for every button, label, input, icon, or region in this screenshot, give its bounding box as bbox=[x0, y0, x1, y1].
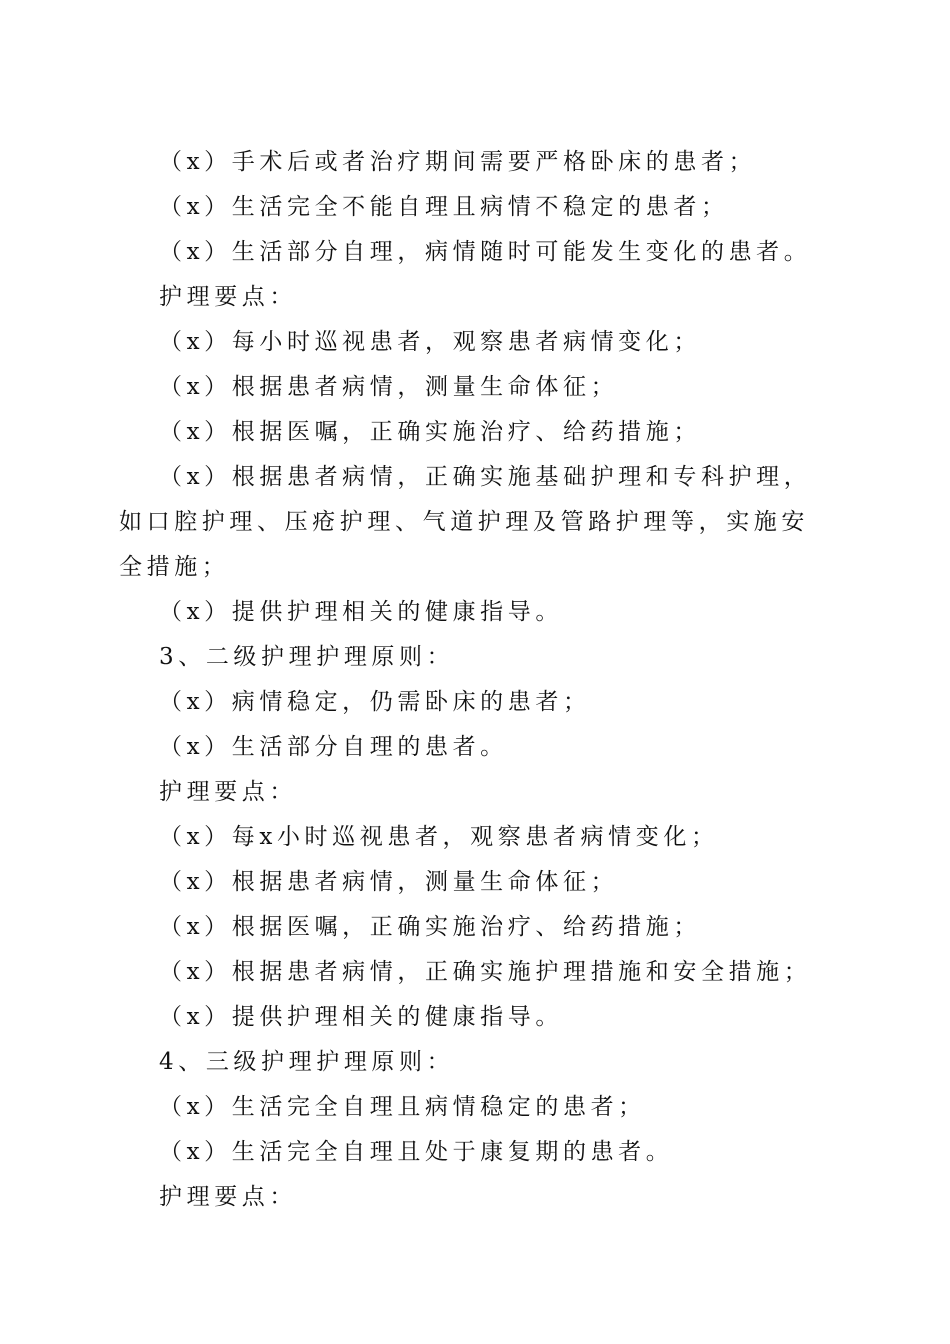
list-item: （x）生活完全自理且病情稳定的患者； bbox=[159, 1094, 646, 1120]
section-heading-level-2: 3、二级护理护理原则： bbox=[159, 644, 455, 670]
list-item: （x）根据患者病情，测量生命体征； bbox=[159, 869, 619, 895]
list-item: （x）根据患者病情，正确实施护理措施和安全措施； bbox=[159, 959, 812, 985]
list-item: （x）生活完全自理且处于康复期的患者。 bbox=[159, 1139, 674, 1165]
list-item: （x）病情稳定，仍需卧床的患者； bbox=[159, 689, 591, 715]
subheading-nursing-points: 护理要点： bbox=[159, 779, 297, 805]
list-item: （x）根据患者病情，测量生命体征； bbox=[159, 374, 619, 400]
document-body bbox=[119, 140, 829, 1220]
section-heading-level-3: 4、三级护理护理原则： bbox=[159, 1049, 455, 1075]
list-item: （x）生活部分自理的患者。 bbox=[159, 734, 508, 760]
list-item: （x）提供护理相关的健康指导。 bbox=[159, 599, 563, 625]
list-item: （x）生活部分自理，病情随时可能发生变化的患者。 bbox=[159, 239, 812, 265]
list-item: （x）每x小时巡视患者，观察患者病情变化； bbox=[159, 824, 719, 850]
list-item: （x）手术后或者治疗期间需要严格卧床的患者； bbox=[159, 149, 757, 175]
list-item: （x）提供护理相关的健康指导。 bbox=[159, 1004, 563, 1030]
list-item: （x）根据医嘱，正确实施治疗、给药措施； bbox=[159, 914, 701, 940]
list-item: （x）每小时巡视患者，观察患者病情变化； bbox=[159, 329, 701, 355]
list-item: （x）根据患者病情，正确实施基础护理和专科护理，如口腔护理、压疮护理、气道护理及管路护理等，实施安全措施； bbox=[119, 464, 812, 580]
list-item: （x）生活完全不能自理且病情不稳定的患者； bbox=[159, 194, 729, 220]
subheading-nursing-points: 护理要点： bbox=[159, 284, 297, 310]
list-item: （x）根据医嘱，正确实施治疗、给药措施； bbox=[159, 419, 701, 445]
subheading-nursing-points: 护理要点： bbox=[159, 1184, 297, 1210]
